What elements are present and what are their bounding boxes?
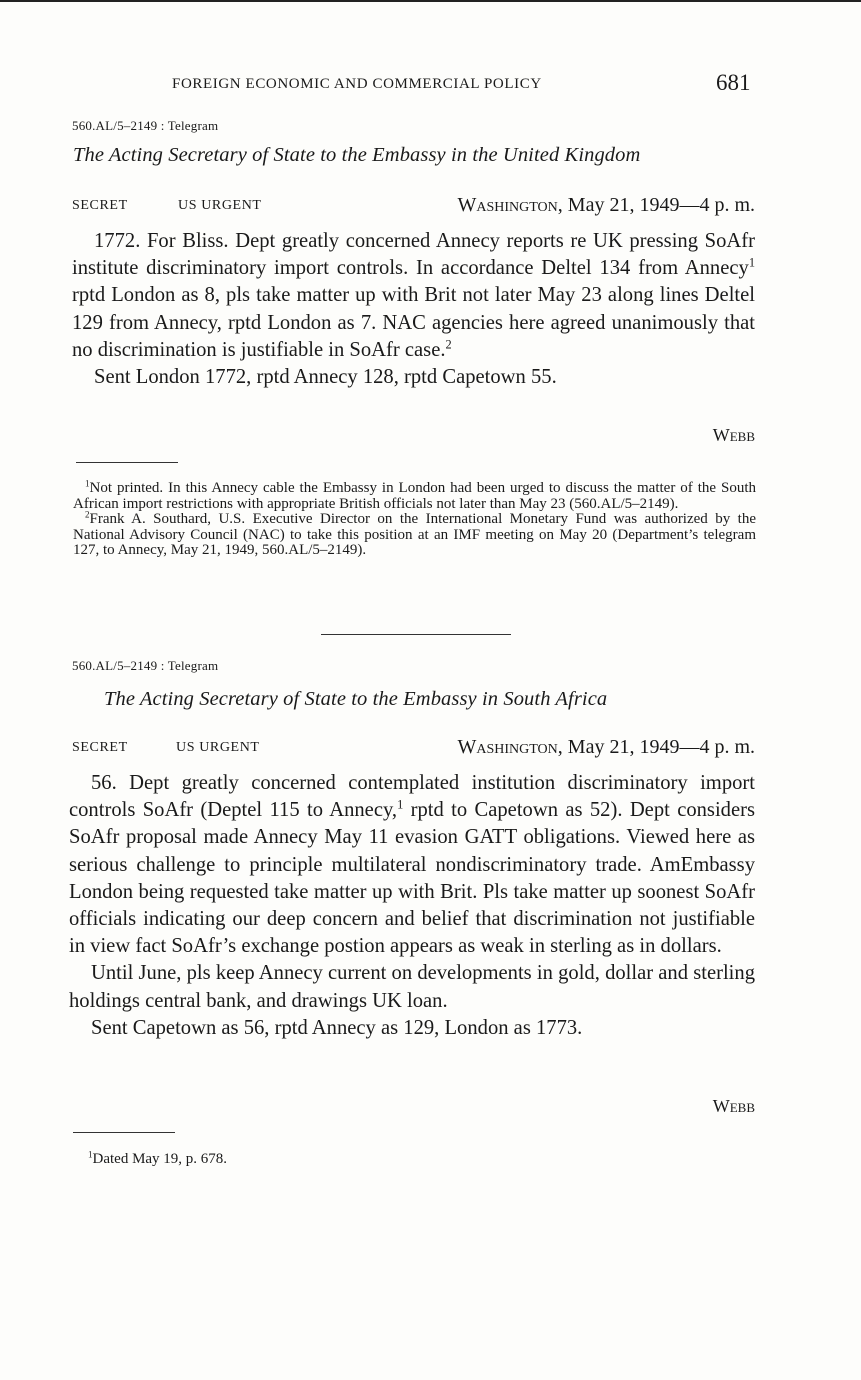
doc2-signature: Webb: [712, 1096, 755, 1116]
doc2-footnote-1-num: 1: [88, 1149, 93, 1160]
doc2-priority: US URGENT: [176, 740, 260, 755]
doc2-dateline: [457, 736, 755, 759]
doc2-date: , May 21, 1949—4 p. m.: [557, 736, 755, 758]
doc1-file-ref: 560.AL/5–2149 : Telegram: [72, 118, 219, 133]
doc2-footnote-ref-1: 1: [397, 797, 404, 812]
doc1-footnote-1-text: Not printed. In this Annecy cable the Embassy in London had been urged to discuss the matter of the South African import restrictions with appropriate British officials not later than May 23 (560.AL/5–2149).: [73, 480, 756, 512]
doc1-signature: Webb: [712, 425, 755, 445]
doc1-priority: US URGENT: [178, 198, 262, 213]
doc2-file-ref: 560.AL/5–2149 : Telegram: [72, 658, 219, 673]
doc2-footnotes: [76, 1149, 756, 1168]
running-head: FOREIGN ECONOMIC AND COMMERCIAL POLICY: [172, 76, 542, 92]
doc2-classification: SECRET: [72, 740, 128, 755]
doc1-footnote-1-num: 1: [85, 478, 90, 489]
doc2-paragraph-3: Sent Capetown as 56, rptd Annecy as 129, London as 1773.: [91, 1016, 583, 1039]
doc1-paragraph-2: Sent London 1772, rptd Annecy 128, rptd Capetown 55.: [94, 366, 557, 389]
doc1-paragraph-1: [72, 228, 755, 364]
doc2-paragraph-2: Until June, pls keep Annecy current on developments in gold, dollar and sterling holdings central bank, and drawings UK loan.: [69, 962, 755, 1012]
page-number: 681: [716, 70, 751, 95]
doc1-footnote-2-num: 2: [85, 509, 90, 520]
doc1-place: Washington: [457, 194, 558, 216]
doc1-paragraph-1-text-b: rptd London as 8, pls take matter up with Brit not later May 23 along lines Deltel 129 from Annecy, rptd London as 7. NAC agencies here agreed unanimously that no discrimination is justifiable in SoAfr case.: [72, 284, 755, 361]
doc1-footnote-1: [73, 478, 756, 512]
doc1-paragraph-1-text-a: 1772. For Bliss. Dept greatly concerned Annecy reports re UK pressing SoAfr institute discriminatory import controls. In accordance Deltel 134 from Annecy: [72, 230, 755, 280]
doc2-footnote-1-text: Dated May 19, p. 678.: [92, 1151, 228, 1167]
section-divider: [321, 634, 511, 635]
doc1-footnote-ref-2: 2: [445, 337, 452, 352]
doc1-footnote-2: [73, 509, 756, 559]
doc2-paragraph-1-text-a: 56. Dept greatly concerned contemplated institution discriminatory import controls SoAfr (Deptel 115 to Annecy,: [69, 772, 755, 822]
doc1-date: , May 21, 1949—4 p. m.: [557, 194, 755, 216]
doc1-body: [72, 228, 755, 391]
page-top-border: [0, 0, 861, 2]
doc1-dateline: [457, 194, 755, 217]
doc2-paragraph-1-text-b: rptd to Capetown as 52). Dept considers SoAfr proposal made Annecy May 11 evasion GATT obligations. Viewed here as serious challenge to principle multilateral nondiscriminatory trade. AmEmbassy London being requested take matter up with Brit. Pls take matter up soonest SoAfr officials indicating our deep concern and belief that discrimination not justifiable in view fact SoAfr’s exchange postion appears as weak in sterling as in dollars.: [69, 799, 755, 958]
doc2-footnote-rule: [73, 1132, 175, 1133]
doc2-title: The Acting Secretary of State to the Embassy in South Africa: [104, 688, 608, 710]
doc1-title: The Acting Secretary of State to the Embassy in the United Kingdom: [73, 144, 641, 166]
doc1-footnote-rule: [76, 462, 178, 463]
doc1-footnote-2-text: Frank A. Southard, U.S. Executive Director on the International Monetary Fund was authorized by the National Advisory Council (NAC) to take this position at an IMF meeting on May 20 (Department’s telegram 127, to Annecy, May 21, 1949, 560.AL/5–2149).: [73, 511, 756, 558]
doc2-body: [69, 770, 755, 1042]
doc1-classification: SECRET: [72, 198, 128, 213]
doc1-footnotes: [73, 478, 756, 559]
doc1-footnote-ref-1: 1: [748, 255, 755, 270]
doc2-footnote-1: [76, 1149, 756, 1168]
doc2-paragraph-1: [69, 770, 755, 960]
doc2-place: Washington: [457, 736, 558, 758]
